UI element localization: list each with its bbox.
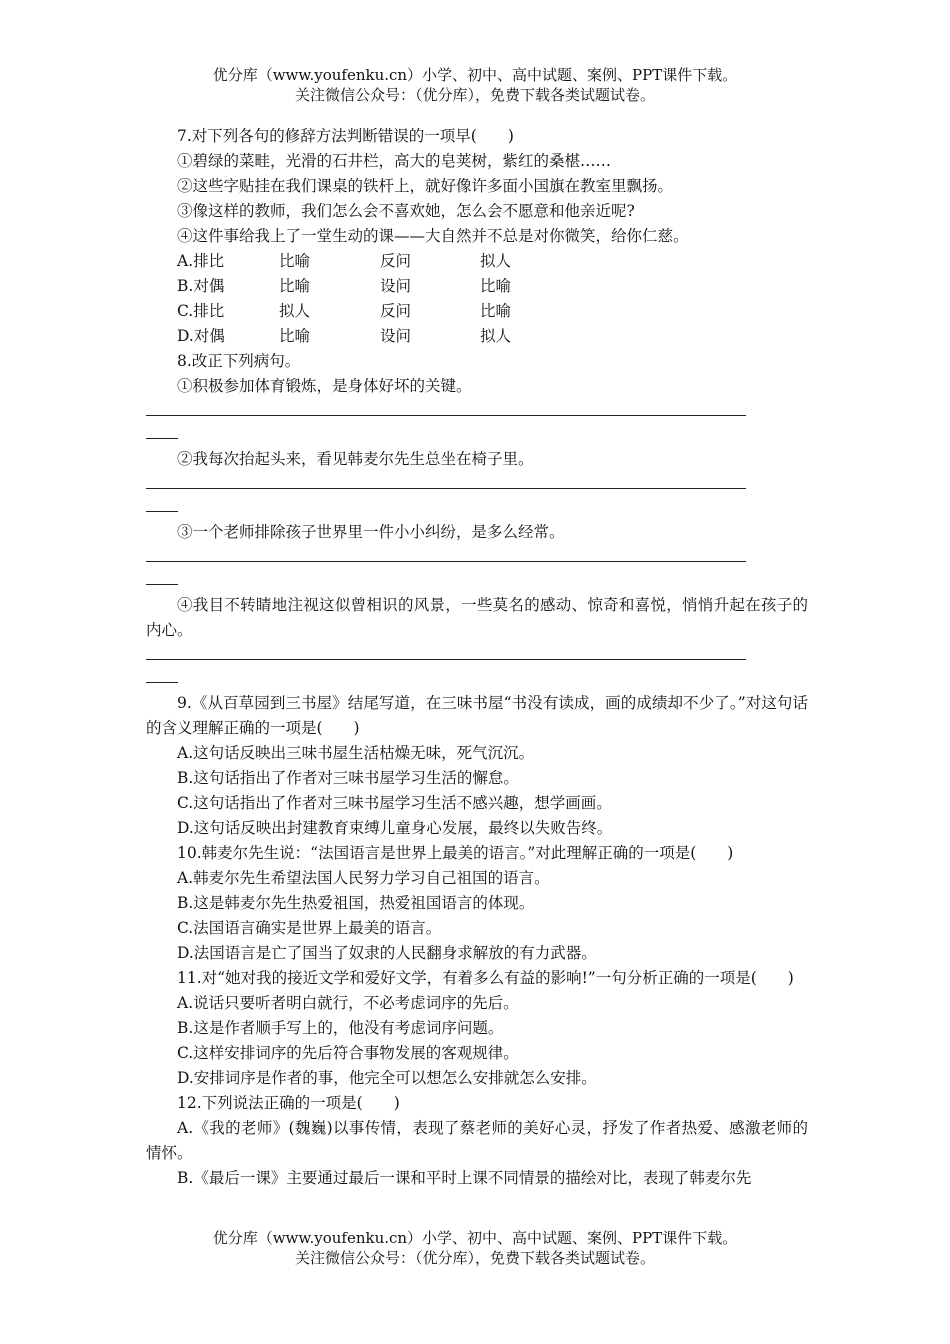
q8-stem: 8.改正下列病句。 xyxy=(177,352,301,370)
footer-line-2: 关注微信公众号：（优分库），免费下载各类试题试卷。 xyxy=(294,1249,655,1267)
q9-option-d: D.这句话反映出封建教育束缚儿童身心发展，最终以失败告终。 xyxy=(177,819,613,837)
q12-option-b: B.《最后一课》主要通过最后一课和平时上课不同情景的描绘对比，表现了韩麦尔先 xyxy=(177,1169,752,1187)
q12-option-a: A.《我的老师》(魏巍)以事传情，表现了蔡老师的美好心灵，抒发了作者热爱、感激老师的情怀。 xyxy=(146,1119,808,1162)
q7-sentence-3: ③像这样的教师，我们怎么会不喜欢她，怎么会不愿意和他亲近呢? xyxy=(177,202,635,220)
document-body xyxy=(146,124,808,1191)
q10-option-b: B.这是韩麦尔先生热爱祖国，热爱祖国语言的体现。 xyxy=(177,894,535,912)
q8-sentence-4: ④我目不转睛地注视这似曾相识的风景，一些莫名的感动、惊奇和喜悦，悄悄升起在孩子的内心。 xyxy=(146,596,808,639)
q11-option-c: C.这样安排词序的先后符合事物发展的客观规律。 xyxy=(177,1044,519,1062)
q8-sentence-2: ②我每次抬起头来，看见韩麦尔先生总坐在椅子里。 xyxy=(177,450,534,468)
q9-option-c: C.这句话指出了作者对三味书屋学习生活不感兴趣，想学画画。 xyxy=(177,794,612,812)
q7-sentence-1: ①碧绿的菜畦，光滑的石井栏，高大的皂荚树，紫红的桑椹…… xyxy=(177,152,612,170)
q11-option-a: A.说话只要听者明白就行，不必考虑词序的先后。 xyxy=(177,994,519,1012)
page-footer xyxy=(0,1228,950,1268)
q12-stem: 12.下列说法正确的一项是( ) xyxy=(177,1094,400,1112)
q9-option-b: B.这句话指出了作者对三味书屋学习生活的懈怠。 xyxy=(177,769,519,787)
q11-stem: 11.对“她对我的接近文学和爱好文学，有着多么有益的影响!”一句分析正确的一项是( ) xyxy=(177,969,794,987)
q8-sentence-1: ①积极参加体育锻炼，是身体好坏的关键。 xyxy=(177,377,472,395)
q10-option-c: C.法国语言确实是世界上最美的语言。 xyxy=(177,919,442,937)
q9-stem: 9.《从百草园到三书屋》结尾写道，在三味书屋“书没有读成，画的成绩却不少了。”对这句话的含义理解正确的一项是( ) xyxy=(146,694,808,737)
q7-option-a: A.排比 比喻 反问 拟人 xyxy=(177,252,512,270)
page-header xyxy=(0,65,950,105)
q7-sentence-4: ④这件事给我上了一堂生动的课——大自然并不总是对你微笑，给你仁慈。 xyxy=(177,227,689,245)
header-line-2: 关注微信公众号：（优分库），免费下载各类试题试卷。 xyxy=(294,86,655,104)
answer-line-end xyxy=(146,424,808,447)
answer-line xyxy=(146,399,808,424)
answer-line-end xyxy=(146,570,808,593)
answer-line-end xyxy=(146,668,808,691)
answer-line xyxy=(146,643,808,668)
q10-option-d: D.法国语言是亡了国当了奴隶的人民翻身求解放的有力武器。 xyxy=(177,944,597,962)
q7-stem: 7.对下列各句的修辞方法判断错误的一项早( ) xyxy=(177,127,514,145)
footer-line-1: 优分库（www.youfenku.cn）小学、初中、高中试题、案例、PPT课件下载。 xyxy=(212,1229,738,1247)
q7-option-b: B.对偶 比喻 设问 比喻 xyxy=(177,277,512,295)
answer-line xyxy=(146,545,808,570)
q7-option-d: D.对偶 比喻 设问 拟人 xyxy=(177,327,512,345)
q9-option-a: A.这句话反映出三味书屋生活枯燥无味，死气沉沉。 xyxy=(177,744,535,762)
q11-option-d: D.安排词序是作者的事，他完全可以想怎么安排就怎么安排。 xyxy=(177,1069,597,1087)
q8-sentence-3: ③一个老师排除孩子世界里一件小小纠纷，是多么经常。 xyxy=(177,523,565,541)
q7-sentence-2: ②这些字贴挂在我们课桌的铁杆上，就好像许多面小国旗在教室里飘扬。 xyxy=(177,177,674,195)
answer-line-end xyxy=(146,497,808,520)
q11-option-b: B.这是作者顺手写上的，他没有考虑词序问题。 xyxy=(177,1019,504,1037)
q10-option-a: A.韩麦尔先生希望法国人民努力学习自己祖国的语言。 xyxy=(177,869,550,887)
q10-stem: 10.韩麦尔先生说：“法国语言是世界上最美的语言。”对此理解正确的一项是( ) xyxy=(177,844,734,862)
header-line-1: 优分库（www.youfenku.cn）小学、初中、高中试题、案例、PPT课件下载。 xyxy=(212,66,738,84)
q7-option-c: C.排比 拟人 反问 比喻 xyxy=(177,302,512,320)
answer-line xyxy=(146,472,808,497)
